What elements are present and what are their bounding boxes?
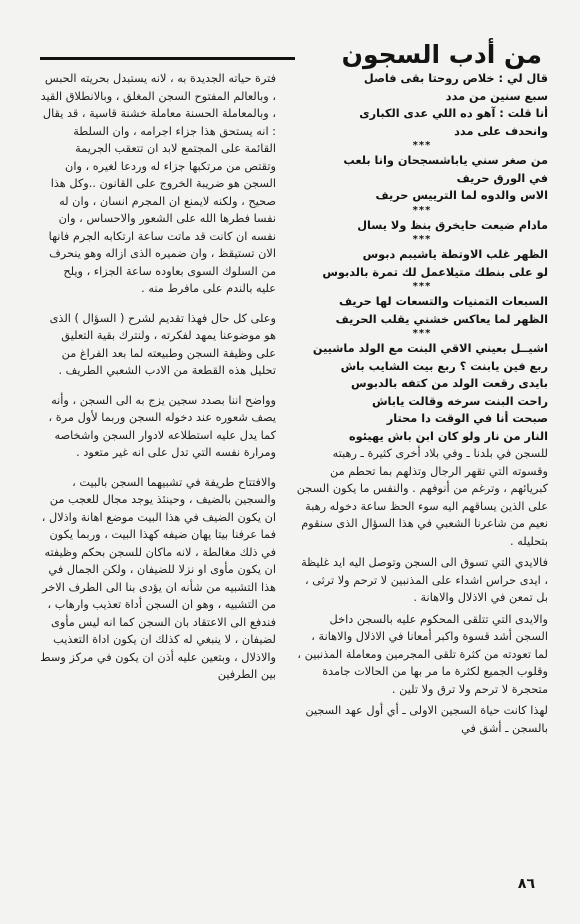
header-rule <box>40 57 295 60</box>
verse-separator: *** <box>412 234 432 245</box>
paragraph: وواضح اننا بصدد سجين يزج به الى السجن ، وأنه يصف شعوره عند دخوله السجن وربما لأول مرة ، كما يدل عليه استطلاعه لادوار السجن واشخاصه ومرارة نفسه التي تدل على انه غير متعود . <box>48 393 276 459</box>
paragraph: والايدى التي تتلقى المحكوم عليه بالسجن داخل السجن أشد قسوة واكبر أمعانا في الاذلال والاهانة ، لما تعودته من كثرة تلقى المجرمين ومعاملة المذنبين ، وقلوب الجميع لكثرة ما مر بها من الحالات جامدة متحجرة لا ترحم ولا ترق ولا تلين . <box>297 612 548 696</box>
verse-separator: *** <box>412 328 432 339</box>
verse-line: بايدى رقعت الولد من كتفه بالدبوس <box>351 377 548 390</box>
paragraph: فالايدي التي تسوق الى السجن وتوصل اليه ايد غليظة ، ايدى حراس اشداء على المذنبين لا ترحم ولا ترثى ، بل تمعن في الاذلال والاهانة . <box>301 556 548 604</box>
verse-line: النار من نار ولو كان ابن باش يهيئوه <box>349 429 548 443</box>
prose-block <box>296 445 548 737</box>
verse-line: لو على بنطك متيلاعمل لك تمرة بالدبوس <box>322 265 548 279</box>
verse-separator: *** <box>412 204 432 216</box>
verse-line: ربع فين يابنت ؟ ربع بيت الشايب باش <box>340 359 548 373</box>
verse-separator: *** <box>412 140 432 151</box>
right-column <box>296 70 548 737</box>
paragraph: لهذا كانت حياة السجين الاولى ـ أي أول عهد السجين بالسجن ـ أشق في <box>305 704 548 735</box>
verse-line: اشيــل بعيني الاقي البنت مع الولد ماشيين <box>312 342 548 355</box>
page-number: ٨٦ <box>517 876 535 892</box>
verse-line: من صغر سني ياباشسجحان وانا بلعب <box>343 154 548 167</box>
verse-line: مادام ضيعت حايخرق بنظ ولا يسال <box>357 218 548 232</box>
verse-line: أنا قلت : آهو ده اللي عدى الكبارى <box>359 107 548 120</box>
verse-separator: *** <box>412 281 432 292</box>
verse-line: الظهر غلب الاوتطة ياشيبم دبوس <box>362 248 548 261</box>
verse-line: في الورق حريف <box>456 171 548 185</box>
verse-line: وانحدف على مدد <box>454 124 548 138</box>
verse-line: راحت البنت سرخه وقالت ياباش <box>371 394 548 408</box>
section-title: من أدب السجون <box>341 40 542 69</box>
paragraph: للسجن في بلدنا ـ وفي بلاد أخرى كثيرة ـ رهبته وقسوته التي تقهر الرجال وتذلهم بما تحطم من كبريائهم ، وترغم من أنوفهم . والنفس ما يكون السجن على الذين يساقهم اليه سوء الحظ ساعة دخوله رهبة نعيم من شاعرنا الشعبي في هذا السؤال الذى سنقوم بتحليله . <box>296 447 548 548</box>
verse-line: صبحت أنا في الوقت دا محتار <box>386 412 548 425</box>
left-column <box>40 70 276 684</box>
paragraph: فترة حياته الجديدة به ، لانه يستبدل بحريته الحبس ، وبالعالم المفتوح السجن المغلق ، وبالانطلاق القيد ، وبالمعاملة الحسنة معاملة خشنة قاسية ، قد يقال : انه يستحق هذا جزاء اجرامه ، وان السلطة القائمة على المجتمع لابد ان تتعقب الجريمة وتقتص من مرتكبها جزاء له وردعا لغيره ، وان السجن هو ضريبة الخروج على القانون ..وكل هذا صحيح ، ولكنه لايمنع ان المجرم انسان ، وان له نفسا فطرها الله على الشعور والاحساس ، وان نفسه ان كانت قد ماتت ساعة ارتكابه الجرم فانها الان تستيقظ ، وان ضميره الذى ازاله وهو ينحرف من السلوك السوى بعاوده ساعة الجزاء ، ويلح عليه بالندم على مافرط منه . <box>40 72 276 295</box>
verse-block <box>296 70 548 445</box>
verse-line: الاس والدوه لما الترييس حريف <box>375 189 548 202</box>
verse-line: قال لي : خلاص روحتا بقى فاصل <box>363 72 548 85</box>
verse-line: الظهر لما يعاكس خشني يقلب الحريف <box>335 312 548 326</box>
paragraph: والافتتاح طريفة في تشبيهما السجن بالبيت ، والسجين بالضيف ، وحينئذ يوجد مجال للعجب من ان يكون الضيف في هذا البيت موضع اهانة واذلال ، فما عرفنا بيتا يهان ضيفه كهذا البيت ، وربما يكون في ذلك مغالطة ، لانه ماكان للسجن بحكم وظيفته ان يكون مأوى او نزلا للضيفان ، ولكن الجمال في هذا التشبيه من شأنه ان يؤدى بنا الى الطرف الاخر من التشبيه ، وهو ان السجن أداة تعذيب وارهاب ، فندفع الى الاعتقاد بان السجن كما انه ليس مأوى لضيفان ، لا ينبغي له كذلك ان يكون اداة التعذيب والاذلال ، وبتعين عليه أذن ان يكون في مركز وسط بين الطرفين <box>40 475 276 681</box>
paragraph: وعلى كل حال فهذا تقديم لشرح ( السؤال ) الذى هو موضوعنا يمهد لفكرته ، ولنترك بقية التعليق على وظيفة السجن وطبيعته لما بعد الفراغ من تحليل هذه القطعة من الادب الشعبي الطريف . <box>49 311 276 377</box>
verse-line: السبعات التمنيات والتسعات لها حريف <box>338 295 548 308</box>
verse-line: سبع سنين من مدد <box>445 89 548 103</box>
